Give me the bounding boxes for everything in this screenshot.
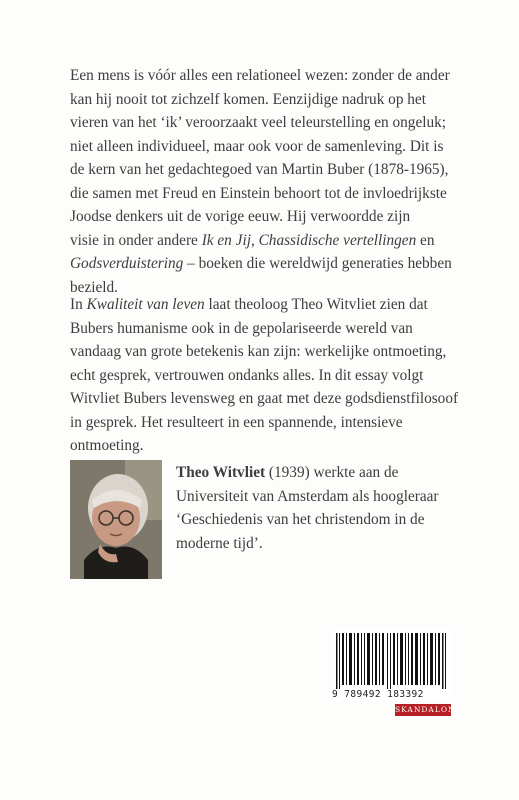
text-line: niet alleen individueel, maar ook voor de samenleving. Dit is	[70, 137, 444, 155]
text-line: vieren van het ‘ik’ veroorzaakt veel teleurstelling en ongeluk;	[70, 114, 447, 131]
text-line: moderne tijd’.	[176, 534, 263, 552]
author-bio	[176, 461, 496, 555]
text-line: kan hij nooit tot zichzelf komen. Eenzijdige nadruk op het	[70, 90, 426, 108]
text-line: vandaag van grote betekenis kan zijn: werkelijke ontmoeting,	[70, 343, 447, 360]
text-line: Witvliet Bubers levensweg en gaat met deze godsdienstfilosoof	[70, 390, 459, 407]
text-line	[70, 293, 490, 317]
text-line	[176, 461, 496, 485]
text-line: in gesprek. Het resulteert in een spannende, intensieve	[70, 413, 403, 431]
text-line	[70, 252, 490, 276]
text-line	[70, 229, 490, 253]
text-fragment: ,	[250, 231, 259, 249]
text-fragment: laat theoloog Theo Witvliet zien dat	[204, 296, 428, 313]
isbn-barcode	[330, 629, 453, 701]
text-line: bezield.	[70, 278, 118, 296]
text-line: Joodse denkers uit de vorige eeuw. Hij verwoordde zijn	[70, 208, 411, 225]
book-title: Chassidische vertellingen	[258, 231, 417, 249]
text-fragment: – boeken die wereldwijd generaties hebben	[183, 255, 452, 272]
text-line: ‘Geschiedenis van het christendom in de	[176, 511, 425, 528]
text-fragment: en	[416, 231, 435, 249]
text-fragment: visie in onder andere	[70, 231, 202, 249]
book-title: Kwaliteit van leven	[86, 296, 205, 313]
text-line: Universiteit van Amsterdam als hoogleraar	[176, 487, 439, 505]
text-fragment: (1939) werkte aan de	[265, 464, 399, 481]
text-line: Een mens is vóór alles een relationeel wezen: zonder de ander	[70, 67, 450, 84]
author-name: Theo Witvliet	[176, 464, 266, 481]
barcode-bars	[336, 633, 447, 689]
text-line: de kern van het gedachtegoed van Martin Buber (1878-1965),	[70, 161, 449, 178]
publisher-logo	[395, 704, 456, 716]
publisher-name: SKANDALON	[395, 705, 456, 714]
text-line: Bubers humanisme ook in de gepolariseerde wereld van	[70, 319, 413, 337]
author-photo	[70, 460, 162, 579]
book-title: Godsverduistering	[70, 255, 184, 272]
book-title: Ik en Jij	[201, 231, 251, 249]
text-line: die samen met Freud en Einstein behoort tot de invloedrijkste	[70, 184, 447, 202]
isbn-number: 9 789492 183392	[332, 689, 424, 700]
blurb-paragraph-2	[70, 293, 490, 458]
author-portrait-illustration	[70, 460, 162, 579]
text-fragment: In	[70, 296, 87, 313]
text-line: ontmoeting.	[70, 437, 144, 454]
text-line: echt gesprek, vertrouwen ondanks alles. In dit essay volgt	[70, 366, 424, 384]
blurb-paragraph-1	[70, 64, 490, 299]
